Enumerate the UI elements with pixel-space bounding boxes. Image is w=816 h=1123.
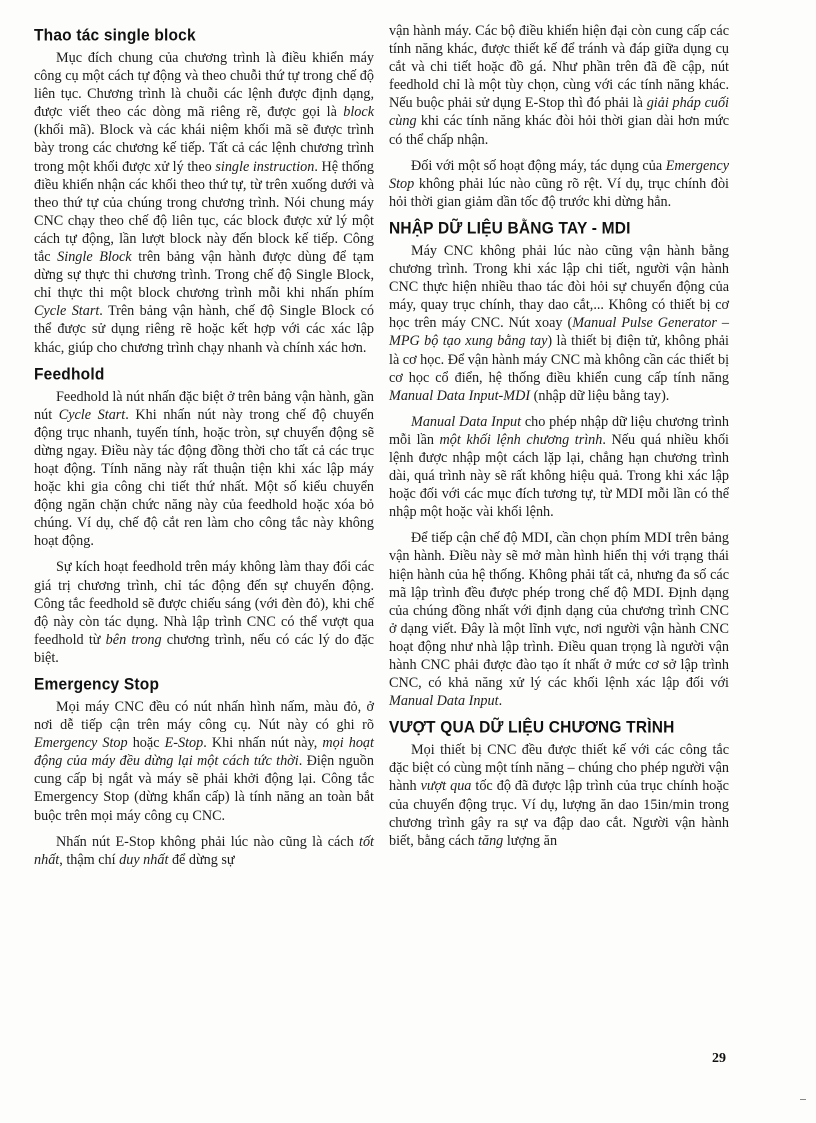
italic-term: E-Stop [164, 735, 204, 752]
italic-term: Emergency Stop [389, 157, 729, 192]
paragraph-override-1: Mọi thiết bị CNC đều được thiết kế với các công tắc đặc biệt có cùng một tính năng – chúng cho phép người vận hành vượt qua tốc độ đã được lập trình của trục chính hoặc của chuyển động trục. Ví dụ, lượng ăn dao 15in/min trong chương trình gây ra sự va đập dao cắt. Người vận hành biết, bằng cách tăng lượng ăn [389, 742, 729, 849]
paragraph-single-block: Mục đích chung của chương trình là điều khiển máy công cụ một cách tự động và theo chuỗi thứ tự trong chế độ liên tục. Chương trình là chuỗi các lệnh được định dạng, được viết theo các dòng mã riêng rẽ, được gọi là block (khối mã). Block và các khái niệm khối mã sẽ được trình bày trong các chương kế tiếp. Tất cả các lệnh chương trình trong một khối được xử lý theo single instruction. Hệ thống điều khiển nhận các khối theo thứ tự, từ trên xuống dưới và theo thứ tự của chúng trong chương trình. Nói chung máy CNC chạy theo chế độ liên tục, các block được xử lý một cách tự động, lần lượt block này đến block kế tiếp. Công tắc Single Block trên bảng vận hành được dùng để tạm dừng sự thực thi chương trình. Trong chế độ Single Block, chỉ thực thi một block chương trình mỗi khi nhấn phím Cycle Start. Trên bảng vận hành, chế độ Single Block có thể được sử dụng riêng rẽ hoặc kết hợp với các xác lập khác, giúp cho chương trình chạy nhanh và chính xác hơn. [34, 50, 374, 356]
italic-term: duy nhất [119, 851, 169, 868]
italic-term: một khối lệnh chương trình [439, 431, 603, 448]
italic-term: Manual Data Input [411, 413, 522, 430]
italic-term: mọi hoạt động của máy đều dừng lại một cách tức thời [34, 735, 374, 770]
section-heading-emergency-stop: Emergency Stop [34, 675, 160, 694]
paragraph-emergency-stop-2: Nhấn nút E-Stop không phải lúc nào cũng là cách tốt nhất, thậm chí duy nhất để dừng sự [34, 833, 374, 868]
italic-term: Single Block [57, 249, 132, 266]
italic-term: Emergency Stop [34, 735, 128, 752]
section-heading-override: VƯỢT QUA DỮ LIỆU CHƯƠNG TRÌNH [389, 718, 675, 737]
italic-term: block [343, 104, 374, 121]
italic-term: Cycle Start [58, 406, 126, 423]
page-number: 29 [712, 1051, 726, 1066]
paragraph-mdi-3: Để tiếp cận chế độ MDI, cần chọn phím MDI trên bảng vận hành. Điều này sẽ mở màn hình hiển thị với trạng thái hiện hành của hệ thống. Không phải tất cả, nhưng đa số các mã lập trình đều được phép trong chế độ MDI. Định dạng của chúng đồng nhất với định dạng của chương trình CNC ở dạng viết. Đây là một lĩnh vực, nơi người vận hành CNC hoạt động như nhà lập trình. Điều quan trọng là người vận hành CNC phải được đào tạo ít nhất ở mức cơ sở lập trình CNC, có khả năng xử lý các khối lệnh xác lập đối với Manual Data Input. [389, 530, 729, 710]
section-heading-feedhold: Feedhold [34, 364, 105, 384]
italic-term: tốt nhất [34, 833, 374, 868]
scan-mark [800, 1099, 806, 1100]
italic-term: Manual Data Input [389, 693, 499, 710]
paragraph-mdi-1: Máy CNC không phải lúc nào cũng vận hành bằng chương trình. Trong khi xác lập chi tiết, người vận hành CNC thực hiện nhiều thao tác đòi hỏi sự chuyển động của máy, quay trục chính, thay dao cắt,... Không có thiết bị cơ học trên máy CNC. Nút xoay (Manual Pulse Generator – MPG bộ tạo xung bằng tay) là thiết bị điện tử, không phải là cơ học. Để vận hành máy CNC mà không cần các thiết bị cơ học cổ điển, hệ thống điều khiển cung cấp tính năng Manual Data Input-MDI (nhập dữ liệu bằng tay). [389, 242, 730, 404]
italic-term: single instruction [215, 158, 315, 175]
section-heading-mdi: NHẬP DỮ LIỆU BẰNG TAY - MDI [389, 219, 631, 238]
right-column [389, 22, 729, 858]
paragraph-feedhold-2: Sự kích hoạt feedhold trên máy không làm thay đổi các giá trị chương trình, chỉ tác động đến sự chuyển động. Công tắc feedhold sẽ được chiếu sáng (với đèn đỏ), khi chế độ này còn tác dụng. Nhà lập trình CNC có thể vượt qua feedhold từ bên trong chương trình, nếu có các lý do đặc biệt. [34, 559, 374, 666]
paragraph-feedhold-1: Feedhold là nút nhấn đặc biệt ở trên bảng vận hành, gần nút Cycle Start. Khi nhấn nút này trong chế độ chuyển động trục nhanh, tuyến tính, hoặc tròn, sự chuyển động sẽ dừng ngay. Điều này tác động đồng thời cho tất cả các trục hoạt động. Tính năng này rất thuận tiện khi xác lập máy hoặc khi gia công chi tiết thứ nhất. Một số kiểu chuyển động ngăn chặn chức năng này của feedhold hoặc xóa bỏ chúng. Ví dụ, chế độ cắt ren làm cho công tắc này không hoạt động. [34, 388, 375, 550]
italic-term: bên trong [105, 631, 162, 648]
italic-term: giải pháp cuối cùng [389, 95, 730, 130]
paragraph-mdi-2: Manual Data Input cho phép nhập dữ liệu chương trình mỗi lần một khối lệnh chương trình. Nếu quá nhiều khối lệnh được nhập một cách lặp lại, chẳng hạn chương trình dài, quá trình này sẽ rất không hiệu quả. Trong khi xác lập hoặc đối với các mục đích tương tự, từ MDI mỗi lần có thể nhập một hoặc vài khối lệnh. [389, 413, 729, 521]
section-heading-single-block: Thao tác single block [34, 26, 196, 45]
paragraph-emergency-stop-1: Mọi máy CNC đều có nút nhấn hình nấm, màu đỏ, ở nơi dễ tiếp cận trên máy công cụ. Nút này có ghi rõ Emergency Stop hoặc E-Stop. Khi nhấn nút này, mọi hoạt động của máy đều dừng lại một cách tức thời. Điện nguồn cung cấp bị ngắt và máy sẽ phải khởi động lại. Công tắc Emergency Stop (dừng khẩn cấp) là tính năng an toàn bắt buộc trên mọi máy công cụ CNC. [34, 699, 374, 824]
left-column [34, 22, 374, 877]
paragraph-emergency-stop-3: Đối với một số hoạt động máy, tác dụng của Emergency Stop không phải lúc nào cũng rõ rệt. Ví dụ, trục chính đòi hỏi thời gian giảm dần tốc độ trước khi dừng hẳn. [389, 157, 729, 210]
paragraph-emergency-stop-continued: vận hành máy. Các bộ điều khiển hiện đại còn cung cấp các tính năng khác, được thiết kế để tránh và đáp giữa dụng cụ cắt và chi tiết hoặc đồ gá. Như phần trên đã đề cập, nút feedhold chỉ là một tùy chọn, cùng với các tính năng khác. Nếu buộc phải sử dụng E-Stop thì đó phải là giải pháp cuối cùng khi các tính năng khác đòi hỏi thời gian dài hơn mức có thể chấp nhận. [389, 23, 730, 148]
italic-term: Manual Data Input-MDI [389, 387, 531, 404]
italic-term: vượt qua [420, 778, 472, 795]
italic-term: tăng [478, 832, 504, 849]
italic-term: Cycle Start [34, 303, 100, 320]
italic-term: Manual Pulse Generator – MPG bộ tạo xung bằng tay [389, 315, 729, 350]
